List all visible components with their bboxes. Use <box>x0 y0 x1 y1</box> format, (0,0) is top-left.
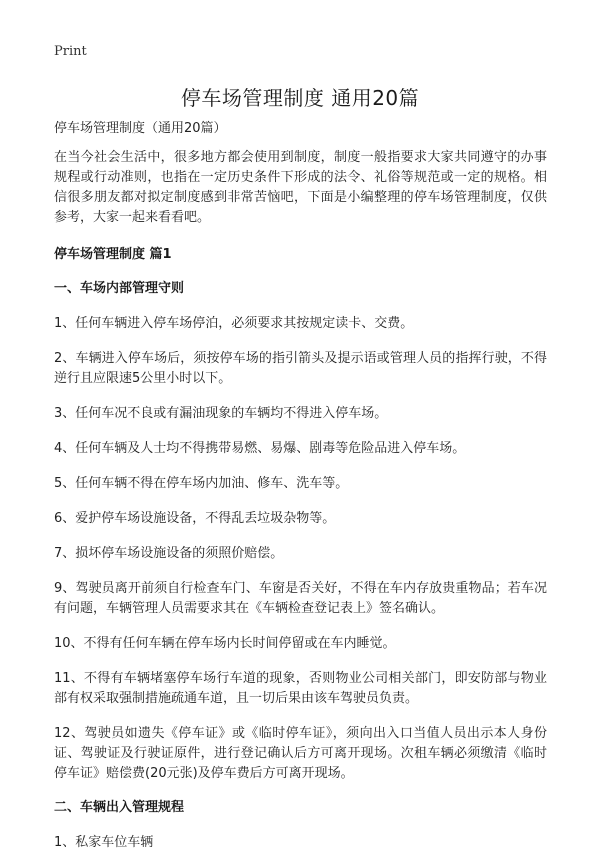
section-heading-1: 一、车场内部管理守则 <box>54 281 185 296</box>
document-subtitle: 停车场管理制度（通用20篇） <box>54 121 227 136</box>
article-heading: 停车场管理制度 篇1 <box>54 247 172 262</box>
rule-item: 1、任何车辆进入停车场停泊，必须要求其按规定读卡、交费。 <box>54 316 414 331</box>
rule-item: 3、任何车况不良或有漏油现象的车辆均不得进入停车场。 <box>54 406 388 421</box>
intro-paragraph: 在当今社会生活中，很多地方都会使用到制度，制度一般指要求大家共同遵守的办事规程或行动准则，也指在一定历史条件下形成的法令、礼俗等规范或一定的规格。相信很多朋友都对拟定制度感到非常苦恼吧，下面是小编整理的停车场管理制度，仅供参考，大家一起来看看吧。 <box>54 150 547 225</box>
rule-item: 9、驾驶员离开前须自行检查车门、车窗是否关好，不得在车内存放贵重物品；若车况有问题，车辆管理人员需要求其在《车辆检查登记表上》签名确认。 <box>54 581 547 616</box>
rule-item: 6、爱护停车场设施设备，不得乱丢垃圾杂物等。 <box>54 511 336 526</box>
document-body <box>54 120 547 868</box>
rule-item: 10、不得有任何车辆在停车场内长时间停留或在车内睡觉。 <box>54 636 396 651</box>
section-heading-2: 二、车辆出入管理规程 <box>54 800 185 815</box>
rule-item: 12、驾驶员如遗失《停车证》或《临时停车证》，须向出入口当值人员出示本人身份证、驾驶证及行驶证原件，进行登记确认后方可离开现场。次租车辆必须缴清《临时停车证》赔偿费(20元张)及停车费后方可离开现场。 <box>54 726 547 781</box>
rule-item: 11、不得有车辆堵塞停车场行车道的现象，否则物业公司相关部门，即安防部与物业部有权采取强制措施疏通车道，且一切后果由该车驾驶员负责。 <box>54 671 547 706</box>
rule-item: 7、损坏停车场设施设备的须照价赔偿。 <box>54 546 284 561</box>
rule-item: 1、私家车位车辆 <box>54 835 154 850</box>
print-link[interactable]: Print <box>54 44 87 59</box>
rule-item: 4、任何车辆及人士均不得携带易燃、易爆、剧毒等危险品进入停车场。 <box>54 441 466 456</box>
page-title: 停车场管理制度 通用20篇 <box>180 86 420 110</box>
rule-item: 2、车辆进入停车场后，须按停车场的指引箭头及提示语或管理人员的指挥行驶，不得逆行且应限速5公里小时以下。 <box>54 351 547 386</box>
rule-item: 5、任何车辆不得在停车场内加油、修车、洗车等。 <box>54 476 349 491</box>
